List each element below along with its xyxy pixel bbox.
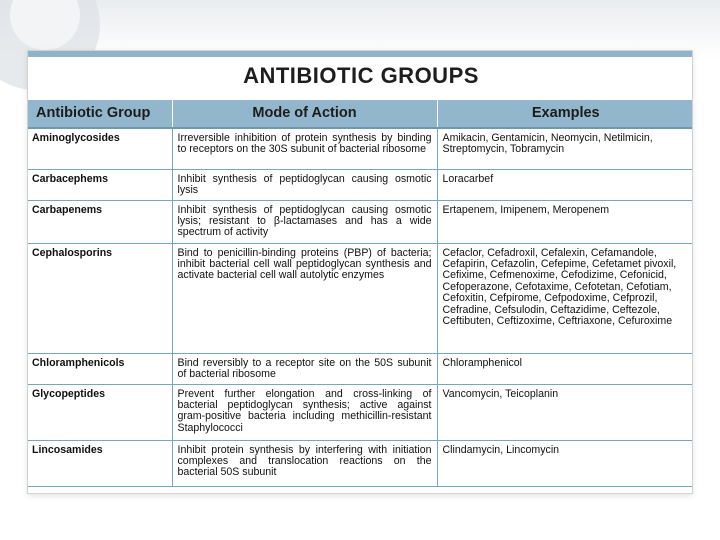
group-cell: Carbapenems	[28, 200, 172, 243]
table-row	[28, 384, 693, 440]
group-cell: Glycopeptides	[28, 384, 172, 440]
antibiotic-table	[28, 100, 693, 487]
table-row	[28, 200, 693, 243]
group-cell: Aminoglycosides	[28, 128, 172, 169]
group-cell: Chloramphenicols	[28, 353, 172, 384]
table-header	[28, 100, 693, 128]
table-row	[28, 243, 693, 353]
slide-card	[27, 50, 693, 494]
group-cell: Carbacephems	[28, 169, 172, 200]
mode-cell: Prevent further elongation and cross-linking of bacterial peptidoglycan synthesis; active against gram-positive bacteria including methicillin-resistant Staphylococci	[172, 384, 437, 440]
table-row	[28, 169, 693, 200]
mode-cell: Inhibit synthesis of peptidoglycan causing osmotic lysis	[172, 169, 437, 200]
table-row	[28, 440, 693, 486]
examples-cell: Loracarbef	[437, 169, 693, 200]
examples-cell: Amikacin, Gentamicin, Neomycin, Netilmicin, Streptomycin, Tobramycin	[437, 128, 693, 169]
table-row	[28, 128, 693, 169]
mode-cell: Inhibit synthesis of peptidoglycan causing osmotic lysis; resistant to β-lactamases and has a wide spectrum of activity	[172, 200, 437, 243]
accent-bar	[28, 51, 693, 57]
examples-cell: Chloramphenicol	[437, 353, 693, 384]
header-mode-of-action: Mode of Action	[172, 100, 437, 128]
header-antibiotic-group: Antibiotic Group	[28, 100, 172, 128]
examples-cell: Vancomycin, Teicoplanin	[437, 384, 693, 440]
page-title: ANTIBIOTIC GROUPS	[243, 63, 479, 88]
header-examples: Examples	[437, 100, 693, 128]
group-cell: Cephalosporins	[28, 243, 172, 353]
mode-cell: Bind reversibly to a receptor site on the 50S subunit of bacterial ribosome	[172, 353, 437, 384]
mode-cell: Bind to penicillin-binding proteins (PBP) of bacteria; inhibit bacterial cell wall peptidoglycan synthesis and activate bacterial cell wall autolytic enzymes	[172, 243, 437, 353]
mode-cell: Inhibit protein synthesis by interfering with initiation complexes and translocation reactions on the bacterial 50S subunit	[172, 440, 437, 486]
examples-cell: Cefaclor, Cefadroxil, Cefalexin, Cefamandole, Cefapirin, Cefazolin, Cefepime, Cefetamet pivoxil, Cefixime, Cefmenoxime, Cefodizime, Cefonicid, Cefoperazone, Cefotaxime, Cefotetan, Cefotiam, Cefoxitin, Cefpirome, Cefpodoxime, Cefprozil, Cefradine, Cefsulodin, Ceftazidime, Ceftezole, Ceftibuten, Ceftizoxime, Ceftriaxone, Cefuroxime	[437, 243, 693, 353]
examples-cell: Ertapenem, Imipenem, Meropenem	[437, 200, 693, 243]
examples-cell: Clindamycin, Lincomycin	[437, 440, 693, 486]
mode-cell: Irreversible inhibition of protein synthesis by binding to receptors on the 30S subunit of bacterial ribosome	[172, 128, 437, 169]
table-row	[28, 353, 693, 384]
group-cell: Lincosamides	[28, 440, 172, 486]
